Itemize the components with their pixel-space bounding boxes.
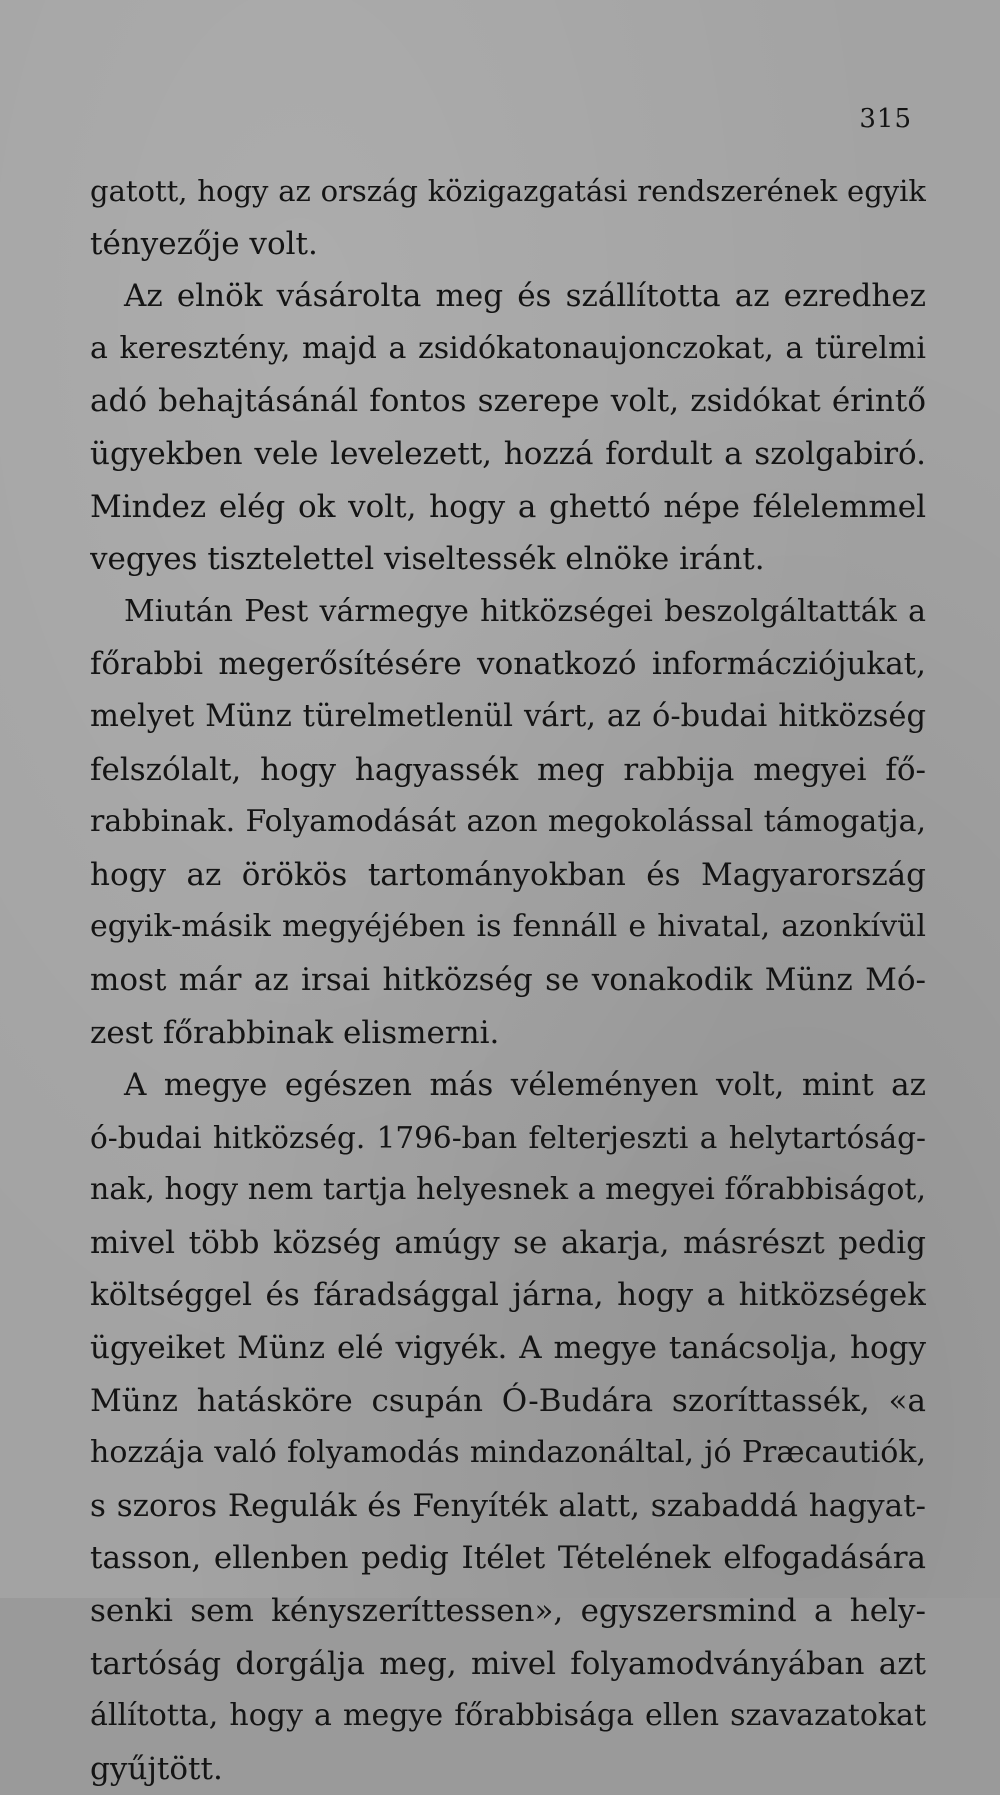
text-line: Münz hatásköre csupán Ó-Budára szoríttassék, «a — [90, 1382, 926, 1419]
text-line: ügyeiket Münz elé vigyék. A megye tanácsolja, hogy — [90, 1330, 926, 1367]
text-line: melyet Münz türelmetlenül várt, az ó-budai hitközség — [90, 698, 926, 734]
text-line: hozzája való folyamodás mindazonáltal, jó Præcautiók, — [90, 1435, 926, 1471]
text-line: ügyekben vele levelezett, hozzá fordult a szolgabiró. — [90, 435, 926, 472]
text-line: egyik-másik megyéjében is fennáll e hivatal, azonkívül — [90, 909, 926, 945]
text-line: Az elnök vásárolta meg és szállította az ezredhez — [124, 278, 926, 315]
text-line: mivel több község amúgy se akarja, másrészt pedig — [90, 1224, 926, 1261]
text-line: tényezője volt. — [90, 225, 318, 262]
text-line: főrabbi megerősítésére vonatkozó informácziójukat, — [90, 646, 926, 683]
text-line: költséggel és fáradsággal járna, hogy a hitközségek — [90, 1277, 926, 1314]
text-line: a keresztény, majd a zsidókatonaujonczokat, a türelmi — [90, 330, 926, 366]
text-line: felszólalt, hogy hagyassék meg rabbija megyei fő- — [90, 751, 926, 788]
text-line: hogy az örökös tartományokban és Magyarország — [90, 856, 926, 893]
text-line: A megye egészen más véleményen volt, mint az — [124, 1067, 926, 1104]
text-line: rabbinak. Folyamodását azon megokolással támogatja, — [90, 804, 926, 840]
text-line: gatott, hogy az ország közigazgatási rendszerének egyik — [90, 174, 926, 208]
text-line: zest főrabbinak elismerni. — [90, 1014, 500, 1051]
text-line: gyűjtött. — [90, 1750, 223, 1787]
text-line: adó behajtásánál fontos szerepe volt, zsidókat érintő — [90, 383, 926, 420]
text-line: ó-budai hitközség. 1796-ban felterjeszti a helytartóság- — [90, 1120, 926, 1155]
text-line: Miután Pest vármegye hitközségei beszolgáltatták a — [124, 593, 926, 629]
text-line: Mindez elég ok volt, hogy a ghettó népe félelemmel — [90, 488, 926, 525]
text-line: most már az irsai hitközség se vonakodik Münz Mó- — [90, 961, 926, 998]
text-line: senki sem kényszeríttessen», egyszersmind a hely- — [90, 1593, 926, 1630]
text-line: vegyes tisztelettel viseltessék elnöke iránt. — [90, 541, 765, 578]
page-number: 315 — [859, 104, 912, 134]
text-line: nak, hogy nem tartja helyesnek a megyei főrabbiságot, — [90, 1172, 926, 1208]
text-line: tartóság dorgálja meg, mivel folyamodványában azt — [90, 1645, 926, 1682]
text-line: állította, hogy a megye főrabbisága ellen szavazatokat — [90, 1698, 926, 1734]
text-line: s szoros Regulák és Fenyíték alatt, szabaddá hagyat- — [90, 1487, 926, 1524]
body-text — [90, 165, 926, 1795]
text-line: tasson, ellenben pedig Itélet Tételének elfogadására — [90, 1540, 926, 1577]
